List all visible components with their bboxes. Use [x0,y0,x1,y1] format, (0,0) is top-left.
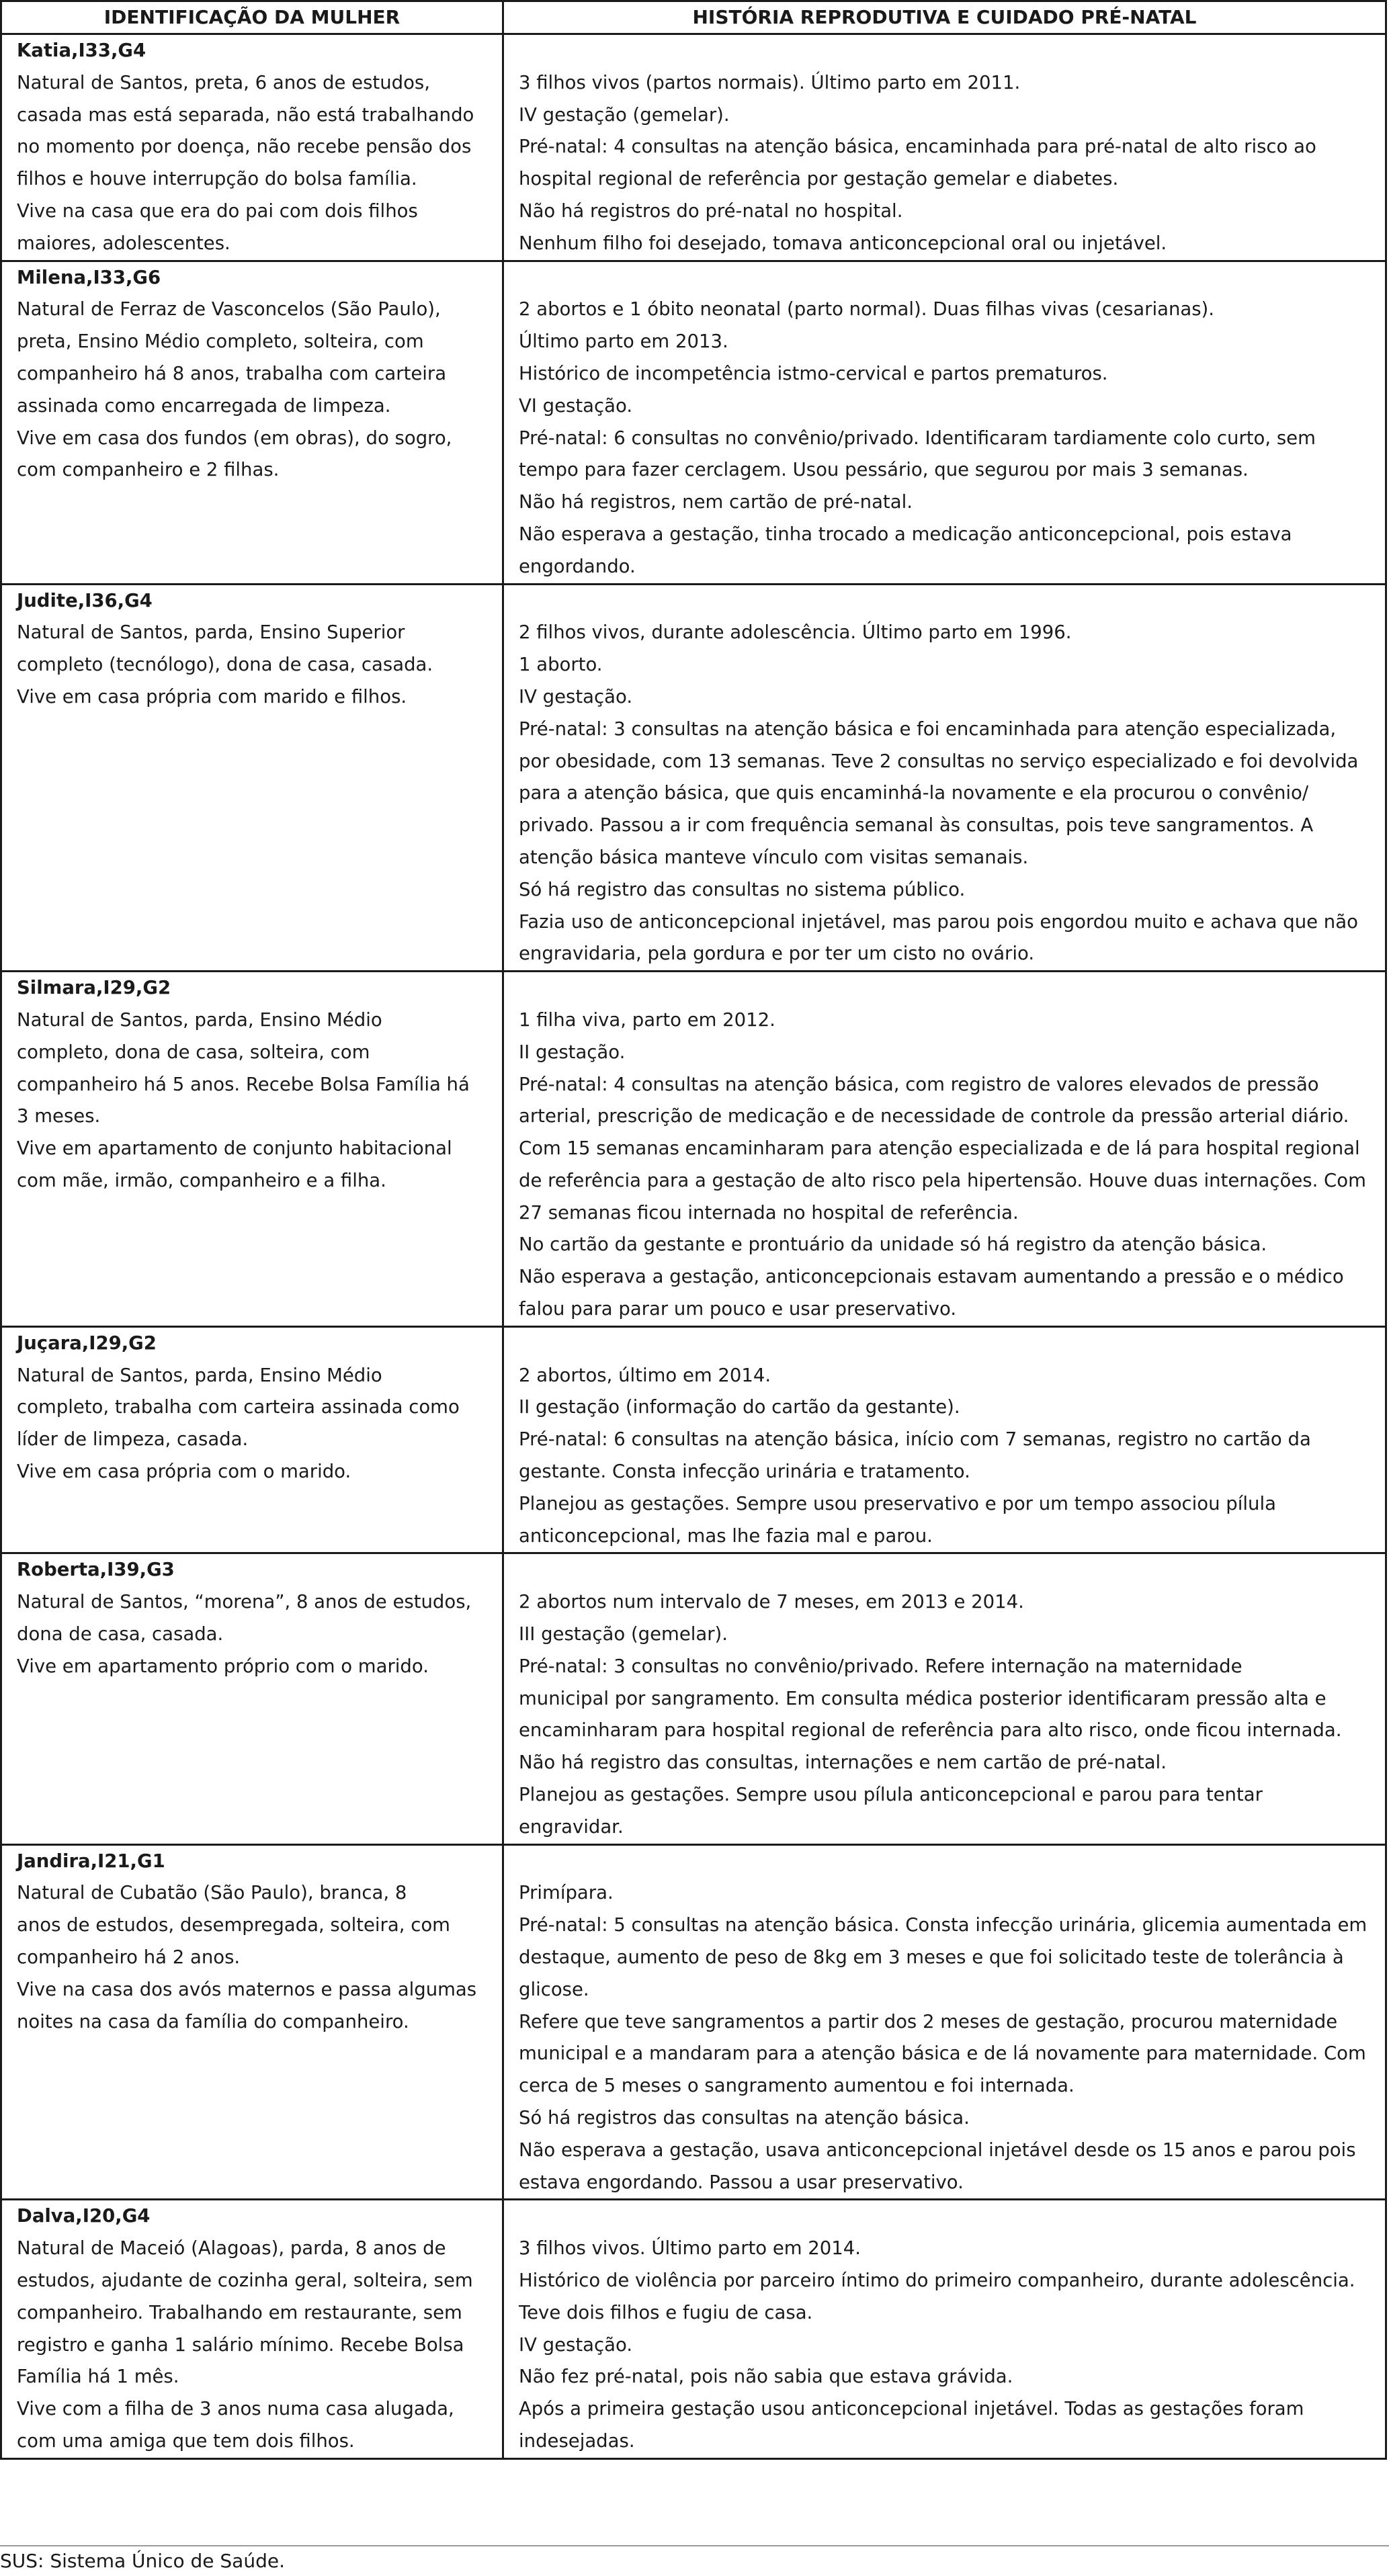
footnote: SUS: Sistema Único de Saúde. [0,2550,285,2572]
identification-cell [1,1553,503,1844]
table-row [1,972,1386,1327]
history-cell [503,2200,1386,2458]
history-line: Pré-natal: 4 consultas na atenção básica, com registro de valores elevados de pressão [519,1073,1319,1095]
history-line: Fazia uso de anticoncepcional injetável, mas parou pois engordou muito e achava que não [519,910,1358,933]
history-cell [503,584,1386,972]
identification-line: com uma amiga que tem dois filhos. [17,2430,355,2452]
identification-line: Natural de Ferraz de Vasconcelos (São Paulo), [17,298,441,320]
identification-line: noites na casa da família do companheiro. [17,2010,409,2032]
history-cell [503,972,1386,1327]
history-line: Só há registros das consultas na atenção básica. [519,2107,970,2129]
table-body [1,34,1386,2459]
history-line: engordando. [519,555,636,577]
identification-line: Vive na casa que era do pai com dois filhos [17,200,418,222]
spacer [519,972,1370,1004]
history-line: Só há registro das consultas no sistema público. [519,878,966,900]
history-line: 3 filhos vivos (partos normais). Último parto em 2011. [519,71,1021,93]
identification-line: Vive com a filha de 3 anos numa casa alugada, [17,2398,454,2420]
history-line: 2 abortos, último em 2014. [519,1364,771,1386]
history-cell [503,34,1386,261]
identification-line: Natural de Santos, “morena”, 8 anos de estudos, [17,1591,472,1613]
history-line: Pré-natal: 6 consultas na atenção básica, início com 7 semanas, registro no cartão da [519,1428,1311,1451]
identification-line: Natural de Santos, parda, Ensino Médio [17,1008,382,1031]
history-line: Nenhum filho foi desejado, tomava anticoncepcional oral ou injetável. [519,232,1167,254]
woman-name: Milena,I33,G6 [17,266,161,288]
history-line: municipal por sangramento. Em consulta médica posterior identificaram pressão alta e [519,1687,1327,1709]
history-line: Histórico de incompetência istmo-cervical e partos prematuros. [519,362,1108,384]
history-line: Pré-natal: 3 consultas no convênio/privado. Refere internação na maternidade [519,1655,1243,1677]
woman-name: Judite,I36,G4 [17,589,153,611]
header-reproductive-history: HISTÓRIA REPRODUTIVA E CUIDADO PRÉ-NATAL [503,1,1386,34]
table-row [1,34,1386,261]
identification-line: completo, dona de casa, solteira, com [17,1041,370,1063]
identification-line: registro e ganha 1 salário mínimo. Recebe Bolsa [17,2333,464,2356]
identification-line: Família há 1 mês. [17,2366,179,2388]
table-row [1,2200,1386,2458]
history-line: tempo para fazer cerclagem. Usou pessário, que segurou por mais 3 semanas. [519,459,1249,481]
history-line: 27 semanas ficou internada no hospital de referência. [519,1201,1019,1223]
woman-name: Jandira,I21,G1 [17,1850,165,1872]
table-row [1,261,1386,584]
table-row [1,584,1386,972]
history-line: III gestação (gemelar). [519,1623,728,1645]
identification-cell [1,1844,503,2200]
history-line: IV gestação. [519,685,633,707]
woman-name: Juçara,I29,G2 [17,1332,157,1354]
history-line: No cartão da gestante e prontuário da unidade só há registro da atenção básica. [519,1234,1267,1256]
woman-name: Katia,I33,G4 [17,40,146,61]
table-header-row [1,1,1386,34]
history-line: privado. Passou a ir com frequência semanal às consultas, pois teve sangramentos. A [519,814,1314,836]
history-line: Pré-natal: 5 consultas na atenção básica. Consta infecção urinária, glicemia aumentada em [519,1914,1367,1936]
history-line: Último parto em 2013. [519,331,728,353]
history-line: Pré-natal: 3 consultas na atenção básica e foi encaminhada para atenção especializada, [519,718,1337,740]
history-line: indesejadas. [519,2430,635,2452]
table-row [1,1844,1386,2200]
identification-line: Vive em apartamento de conjunto habitacional [17,1137,452,1160]
history-line: Pré-natal: 6 consultas no convênio/privado. Identificaram tardiamente colo curto, sem [519,427,1316,449]
table-row [1,1326,1386,1553]
identification-line: Natural de Maceió (Alagoas), parda, 8 anos de [17,2237,446,2260]
identification-line: Vive em casa dos fundos (em obras), do sogro, [17,427,452,449]
identification-cell [1,2200,503,2458]
history-line: de referência para a gestação de alto risco pela hipertensão. Houve duas internações. Com [519,1169,1366,1191]
history-line: encaminharam para hospital regional de referência para alto risco, onde ficou internada. [519,1719,1342,1742]
identification-line: filhos e houve interrupção do bolsa família. [17,168,417,190]
identification-line: completo (tecnólogo), dona de casa, casada. [17,654,433,676]
history-cell [503,261,1386,584]
history-cell [503,1326,1386,1553]
identification-line: estudos, ajudante de cozinha geral, solteira, sem [17,2269,473,2291]
history-line: VI gestação. [519,394,633,417]
identification-line: Vive na casa dos avós maternos e passa algumas [17,1978,477,2000]
history-line: Não esperava a gestação, tinha trocado a medicação anticoncepcional, pois estava [519,523,1292,545]
history-line: IV gestação (gemelar). [519,103,730,126]
identification-line: Vive em casa própria com o marido. [17,1461,351,1483]
identification-line: Vive em apartamento próprio com o marido. [17,1655,429,1677]
history-line: 2 filhos vivos, durante adolescência. Último parto em 1996. [519,621,1072,644]
woman-name: Dalva,I20,G4 [17,2205,151,2227]
table-row [1,1553,1386,1844]
identification-line: no momento por doença, não recebe pensão dos [17,136,472,158]
history-line: por obesidade, com 13 semanas. Teve 2 consultas no serviço especializado e foi devolvida [519,750,1359,772]
identification-line: assinada como encarregada de limpeza. [17,394,391,417]
spacer [519,1328,1370,1360]
history-line: cerca de 5 meses o sangramento aumentou e foi internada. [519,2075,1075,2097]
history-line: Primípara. [519,1882,614,1904]
spacer [519,262,1370,294]
history-line: estava engordando. Passou a usar preservativo. [519,2171,964,2193]
woman-name: Silmara,I29,G2 [17,977,171,999]
identification-line: Natural de Cubatão (São Paulo), branca, 8 [17,1882,407,1904]
history-line: falou para parar um pouco e usar preservativo. [519,1298,957,1320]
identification-line: com mãe, irmão, companheiro e a filha. [17,1169,386,1191]
history-line: Não fez pré-natal, pois não sabia que estava grávida. [519,2366,1013,2388]
history-line: engravidaria, pela gordura e por ter um cisto no ovário. [519,943,1035,965]
identification-line: completo, trabalha com carteira assinada como [17,1396,460,1418]
identification-line: maiores, adolescentes. [17,232,230,254]
identification-line: líder de limpeza, casada. [17,1428,249,1451]
history-line: Refere que teve sangramentos a partir dos 2 meses de gestação, procurou maternidade [519,2010,1338,2032]
history-line: Planejou as gestações. Sempre usou pílula anticoncepcional e parou para tentar [519,1784,1263,1806]
history-line: 3 filhos vivos. Último parto em 2014. [519,2237,861,2260]
history-line: Não há registro das consultas, internações e nem cartão de pré-natal. [519,1752,1167,1774]
history-line: Planejou as gestações. Sempre usou preservativo e por um tempo associou pílula [519,1492,1276,1514]
history-cell [503,1553,1386,1844]
identification-line: companheiro há 5 anos. Recebe Bolsa Família há [17,1073,470,1095]
history-line: Teve dois filhos e fugiu de casa. [519,2301,813,2323]
header-identification: IDENTIFICAÇÃO DA MULHER [1,1,503,34]
history-line: II gestação (informação do cartão da gestante). [519,1396,960,1418]
identification-cell [1,261,503,584]
history-line: IV gestação. [519,2333,633,2356]
spacer [519,1846,1370,1878]
spacer [519,35,1370,67]
history-line: anticoncepcional, mas lhe fazia mal e parou. [519,1525,933,1547]
history-line: glicose. [519,1978,589,2000]
history-line: destaque, aumento de peso de 8kg em 3 meses e que foi solicitado teste de tolerância à [519,1946,1344,1969]
history-line: para a atenção básica, que quis encaminhá-la novamente e ela procurou o convênio/ [519,782,1309,804]
history-line: Não há registros, nem cartão de pré-natal. [519,491,913,513]
history-line: Após a primeira gestação usou anticoncepcional injetável. Todas as gestações foram [519,2398,1304,2420]
identification-cell [1,584,503,972]
identification-cell [1,972,503,1327]
identification-line: anos de estudos, desempregada, solteira, com [17,1914,450,1936]
identification-cell [1,34,503,261]
history-line: Com 15 semanas encaminharam para atenção especializada e de lá para hospital regional [519,1137,1360,1160]
history-line: gestante. Consta infecção urinária e tratamento. [519,1461,970,1483]
identification-line: companheiro há 8 anos, trabalha com carteira [17,362,447,384]
history-line: II gestação. [519,1041,626,1063]
history-line: Não há registros do pré-natal no hospital. [519,200,903,222]
identification-line: preta, Ensino Médio completo, solteira, com [17,331,424,353]
history-line: 2 abortos num intervalo de 7 meses, em 2013 e 2014. [519,1591,1024,1613]
history-line: engravidar. [519,1815,624,1838]
history-line: hospital regional de referência por gestação gemelar e diabetes. [519,168,1119,190]
history-line: Não esperava a gestação, anticoncepcionais estavam aumentando a pressão e o médico [519,1266,1344,1288]
history-line: municipal e a mandaram para a atenção básica e de lá novamente para maternidade. Com [519,2043,1366,2065]
identification-line: Natural de Santos, preta, 6 anos de estudos, [17,71,430,93]
history-line: Não esperava a gestação, usava anticoncepcional injetável desde os 15 anos e parou pois [519,2139,1356,2161]
identification-line: Vive em casa própria com marido e filhos. [17,685,407,707]
history-line: 1 filha viva, parto em 2012. [519,1008,775,1031]
spacer [519,2200,1370,2233]
history-line: 2 abortos e 1 óbito neonatal (parto normal). Duas filhas vivas (cesarianas). [519,298,1215,320]
woman-name: Roberta,I39,G3 [17,1559,175,1581]
identification-line: companheiro há 2 anos. [17,1946,241,1969]
history-line: atenção básica manteve vínculo com visitas semanais. [519,846,1029,868]
spacer [519,585,1370,617]
identification-line: dona de casa, casada. [17,1623,224,1645]
identification-line: Natural de Santos, parda, Ensino Médio [17,1364,382,1386]
spacer [519,1554,1370,1586]
identification-line: 3 meses. [17,1105,101,1127]
identification-line: companheiro. Trabalhando em restaurante, sem [17,2301,462,2323]
identification-line: com companheiro e 2 filhas. [17,459,280,481]
history-line: Pré-natal: 4 consultas na atenção básica, encaminhada para pré-natal de alto risco ao [519,136,1316,158]
history-line: 1 aborto. [519,654,603,676]
history-cell [503,1844,1386,2200]
history-line: Histórico de violência por parceiro íntimo do primeiro companheiro, durante adolescência. [519,2269,1355,2291]
history-line: arterial, prescrição de medicação e de necessidade de controle da pressão arterial diário. [519,1105,1349,1127]
identification-line: casada mas está separada, não está trabalhando [17,103,474,126]
identification-cell [1,1326,503,1553]
identification-line: Natural de Santos, parda, Ensino Superior [17,621,405,644]
